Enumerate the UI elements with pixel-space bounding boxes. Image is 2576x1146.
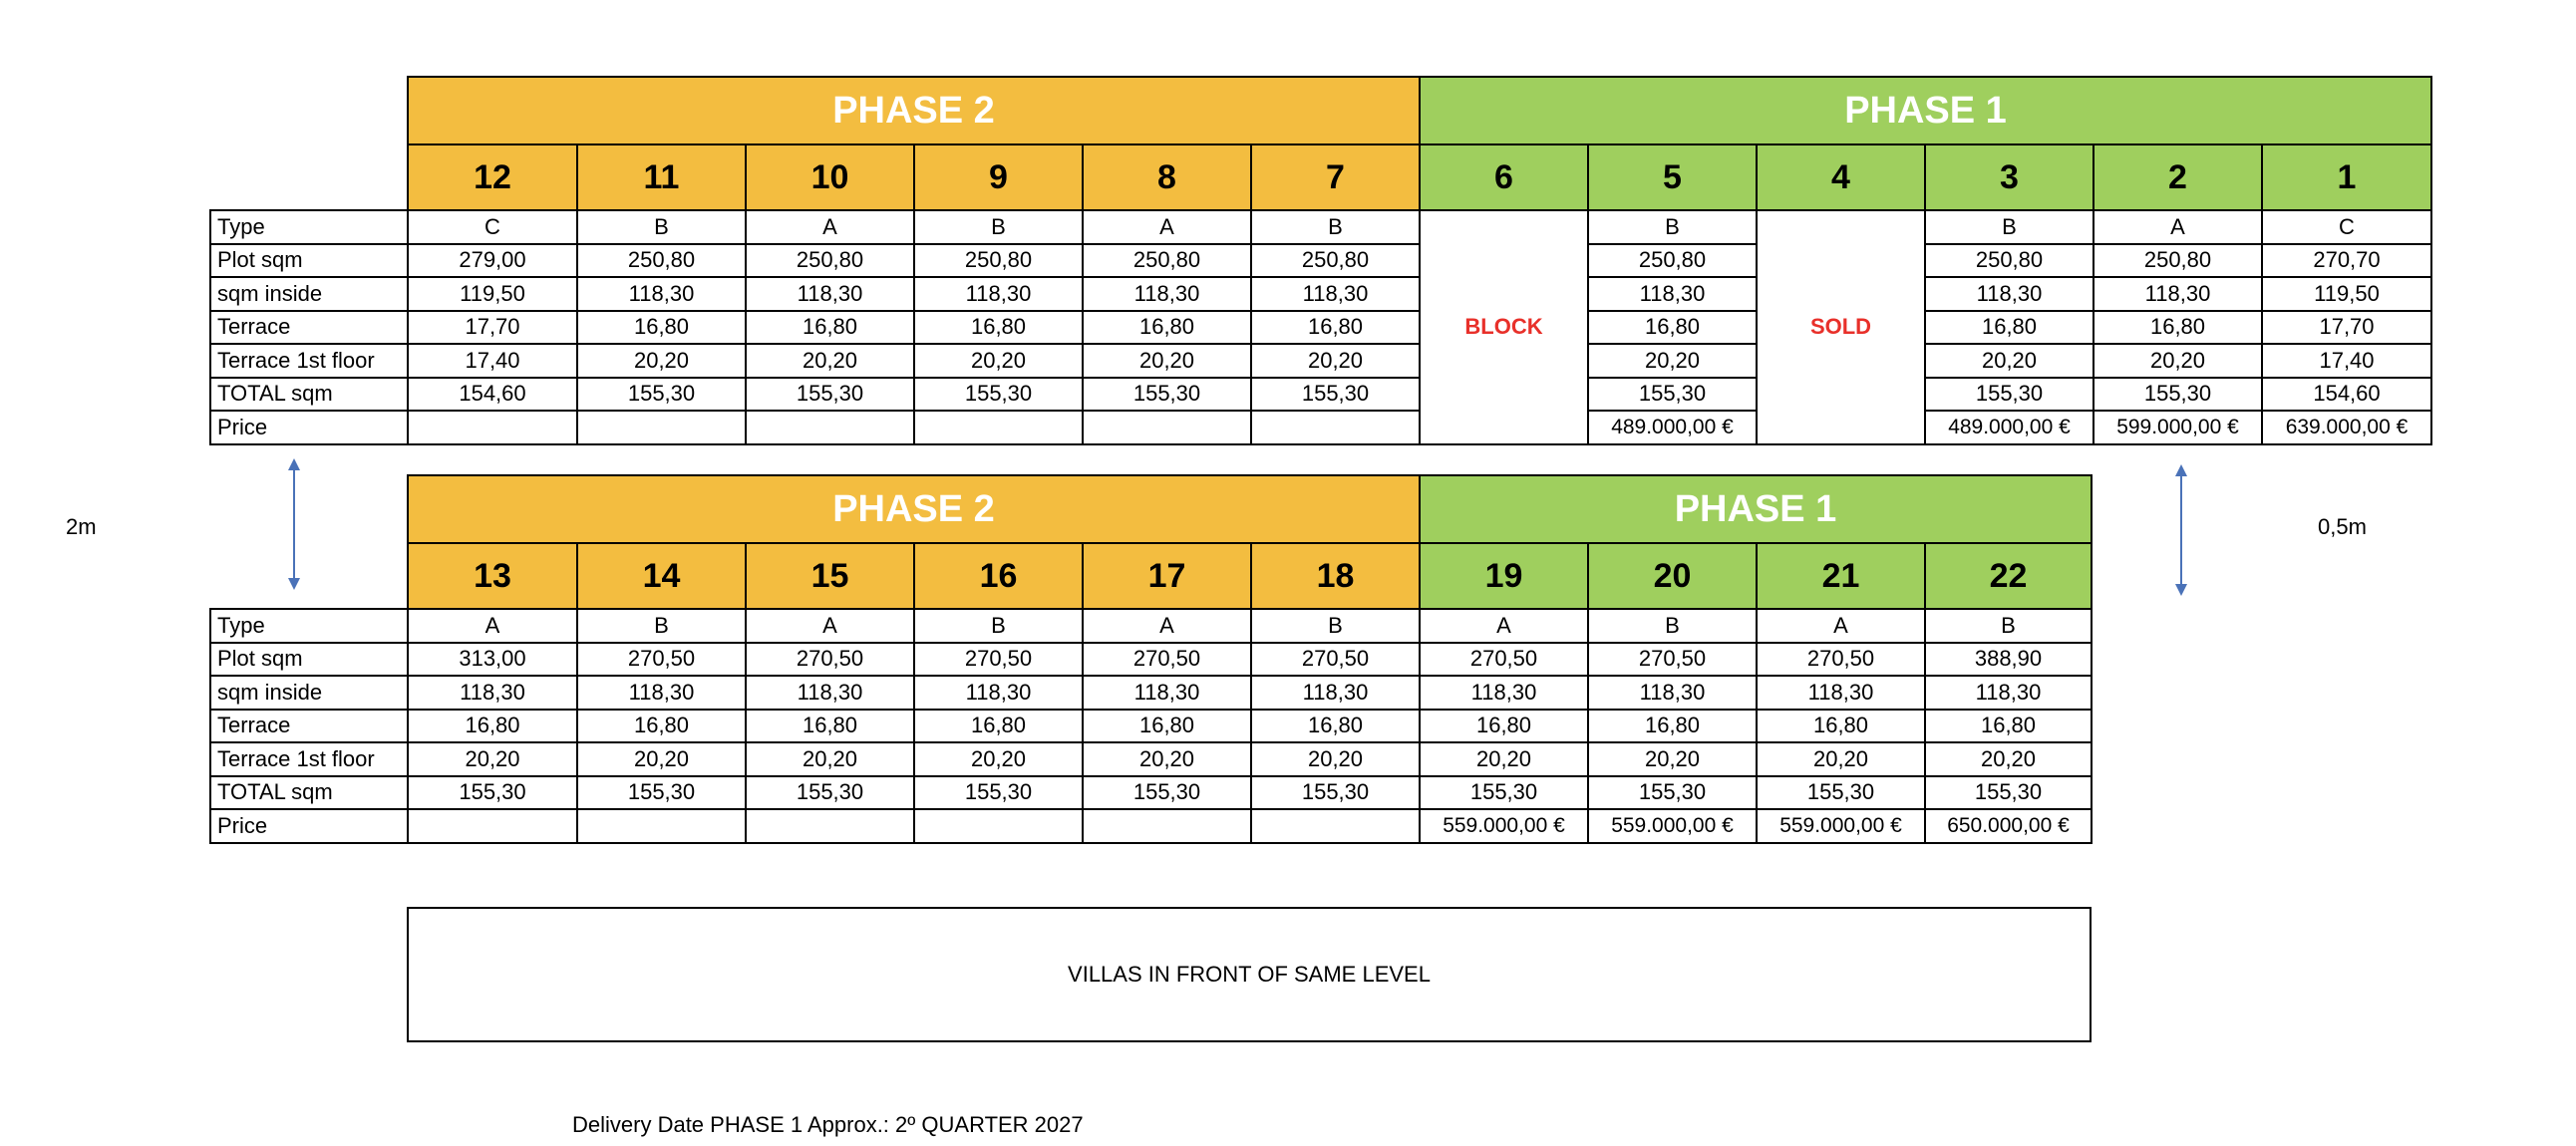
row-label: sqm inside: [210, 676, 408, 710]
unit-number: 18: [1251, 543, 1420, 609]
unit-number: 2: [2093, 144, 2262, 210]
cell-price: 599.000,00 €: [2093, 411, 2262, 444]
row-terrace-1st-floor: [210, 742, 2092, 776]
cell-inside: 118,30: [1251, 676, 1420, 710]
availability-table-bottom: [209, 474, 2093, 844]
cell-terrace-1st: 20,20: [1251, 742, 1420, 776]
cell-terrace-1st: 20,20: [1083, 742, 1251, 776]
cell-plot: 270,50: [1757, 643, 1925, 677]
cell-inside: 118,30: [577, 277, 746, 311]
cell-type: B: [1925, 609, 2092, 643]
cell-total: 155,30: [1925, 378, 2093, 412]
cell-price: [577, 411, 746, 444]
cell-total: 155,30: [2093, 378, 2262, 412]
cell-plot: 279,00: [408, 244, 577, 278]
cell-inside: 118,30: [914, 277, 1083, 311]
cell-total: 155,30: [1588, 378, 1757, 412]
cell-plot: 270,70: [2262, 244, 2431, 278]
cell-total: 154,60: [408, 378, 577, 412]
row-label: Type: [210, 609, 408, 643]
unit-number: 12: [408, 144, 577, 210]
unit-number: 6: [1420, 144, 1588, 210]
row-label: Terrace: [210, 311, 408, 345]
villas-note-box: [407, 907, 2092, 1042]
phase1-header: PHASE 1: [1420, 77, 2431, 144]
cell-total: 155,30: [577, 378, 746, 412]
cell-plot: 250,80: [1251, 244, 1420, 278]
cell-total: 155,30: [914, 776, 1083, 810]
unit-number: 14: [577, 543, 746, 609]
unit-number: 19: [1420, 543, 1588, 609]
row-type: [210, 609, 2092, 643]
cell-price: 559.000,00 €: [1588, 809, 1757, 843]
cell-type: A: [408, 609, 577, 643]
cell-terrace-1st: 20,20: [914, 742, 1083, 776]
cell-terrace-1st: 20,20: [408, 742, 577, 776]
cell-price: [577, 809, 746, 843]
row-label: Terrace 1st floor: [210, 344, 408, 378]
availability-table-top: [209, 76, 2432, 445]
unit-number: 5: [1588, 144, 1757, 210]
cell-terrace-1st: 20,20: [1083, 344, 1251, 378]
cell-total: 155,30: [1251, 776, 1420, 810]
cell-type: B: [1588, 210, 1757, 244]
double-arrow-icon: [2171, 464, 2191, 596]
cell-total: 154,60: [2262, 378, 2431, 412]
cell-price: [914, 809, 1083, 843]
cell-total: 155,30: [1420, 776, 1588, 810]
cell-type: C: [2262, 210, 2431, 244]
unit-number: 11: [577, 144, 746, 210]
corner-cell: [210, 475, 408, 543]
distance-label-right: 0,5m: [2318, 514, 2367, 539]
row-type: [210, 210, 2431, 244]
row-label: Price: [210, 809, 408, 843]
cell-type: A: [1083, 210, 1251, 244]
row-terrace: [210, 311, 2431, 345]
cell-inside: 118,30: [1083, 676, 1251, 710]
row-label: TOTAL sqm: [210, 378, 408, 412]
cell-total: 155,30: [1251, 378, 1420, 412]
cell-type: C: [408, 210, 577, 244]
corner-cell: [210, 543, 408, 609]
cell-total: 155,30: [914, 378, 1083, 412]
cell-inside: 118,30: [1083, 277, 1251, 311]
cell-inside: 118,30: [1925, 277, 2093, 311]
cell-price: 639.000,00 €: [2262, 411, 2431, 444]
cell-price: 489.000,00 €: [1925, 411, 2093, 444]
cell-plot: 270,50: [1588, 643, 1757, 677]
cell-plot: 388,90: [1925, 643, 2092, 677]
cell-total: 155,30: [1588, 776, 1757, 810]
phase2-header: PHASE 2: [408, 475, 1420, 543]
unit-number: 8: [1083, 144, 1251, 210]
cell-type: A: [1757, 609, 1925, 643]
cell-total: 155,30: [577, 776, 746, 810]
cell-plot: 313,00: [408, 643, 577, 677]
cell-terrace-1st: 17,40: [408, 344, 577, 378]
cell-terrace: 16,80: [1083, 710, 1251, 743]
row-price: [210, 809, 2092, 843]
cell-type: B: [1251, 609, 1420, 643]
cell-terrace: 16,80: [1588, 311, 1757, 345]
row-label: Terrace: [210, 710, 408, 743]
cell-total: 155,30: [1083, 776, 1251, 810]
cell-terrace-1st: 20,20: [2093, 344, 2262, 378]
cell-price: [1251, 411, 1420, 444]
cell-terrace: 16,80: [1925, 710, 2092, 743]
villas-note-text: VILLAS IN FRONT OF SAME LEVEL: [1068, 962, 1431, 987]
cell-plot: 270,50: [1083, 643, 1251, 677]
cell-plot: 270,50: [1420, 643, 1588, 677]
cell-plot: 250,80: [914, 244, 1083, 278]
cell-inside: 118,30: [2093, 277, 2262, 311]
cell-terrace: 16,80: [1251, 710, 1420, 743]
unit-number: 20: [1588, 543, 1757, 609]
cell-price: [1083, 809, 1251, 843]
cell-type: B: [1925, 210, 2093, 244]
cell-terrace-1st: 20,20: [1925, 742, 2092, 776]
row-label: Plot sqm: [210, 244, 408, 278]
cell-plot: 270,50: [1251, 643, 1420, 677]
cell-total: 155,30: [1757, 776, 1925, 810]
cell-inside: 118,30: [1588, 277, 1757, 311]
cell-terrace-1st: 20,20: [1588, 742, 1757, 776]
cell-terrace-1st: 20,20: [746, 742, 914, 776]
cell-inside: 118,30: [1588, 676, 1757, 710]
cell-plot: 270,50: [914, 643, 1083, 677]
unit-number: 21: [1757, 543, 1925, 609]
unit-number: 7: [1251, 144, 1420, 210]
cell-price: 650.000,00 €: [1925, 809, 2092, 843]
status-sold: SOLD: [1757, 210, 1925, 444]
cell-total: 155,30: [1925, 776, 2092, 810]
row-plot-sqm: [210, 643, 2092, 677]
cell-terrace: 16,80: [746, 710, 914, 743]
cell-type: B: [1251, 210, 1420, 244]
cell-inside: 118,30: [746, 277, 914, 311]
cell-terrace: 16,80: [1420, 710, 1588, 743]
cell-terrace: 16,80: [2093, 311, 2262, 345]
cell-inside: 118,30: [1420, 676, 1588, 710]
cell-type: A: [1083, 609, 1251, 643]
cell-total: 155,30: [1083, 378, 1251, 412]
cell-terrace: 16,80: [746, 311, 914, 345]
row-price: [210, 411, 2431, 444]
phase2-header: PHASE 2: [408, 77, 1420, 144]
cell-terrace-1st: 20,20: [746, 344, 914, 378]
unit-number: 1: [2262, 144, 2431, 210]
cell-type: B: [577, 210, 746, 244]
cell-inside: 118,30: [1757, 676, 1925, 710]
cell-inside: 118,30: [1251, 277, 1420, 311]
status-block: BLOCK: [1420, 210, 1588, 444]
cell-terrace: 16,80: [1251, 311, 1420, 345]
unit-number: 10: [746, 144, 914, 210]
cell-price: [408, 411, 577, 444]
cell-type: B: [577, 609, 746, 643]
cell-plot: 270,50: [577, 643, 746, 677]
row-total-sqm: [210, 378, 2431, 412]
cell-type: A: [1420, 609, 1588, 643]
cell-terrace: 16,80: [1588, 710, 1757, 743]
row-label: sqm inside: [210, 277, 408, 311]
row-plot-sqm: [210, 244, 2431, 278]
cell-type: A: [2093, 210, 2262, 244]
row-terrace-1st-floor: [210, 344, 2431, 378]
cell-terrace: 16,80: [1757, 710, 1925, 743]
unit-number: 3: [1925, 144, 2093, 210]
cell-terrace-1st: 20,20: [577, 742, 746, 776]
cell-terrace: 16,80: [914, 710, 1083, 743]
cell-terrace: 16,80: [408, 710, 577, 743]
cell-type: A: [746, 609, 914, 643]
phase1-header: PHASE 1: [1420, 475, 2092, 543]
cell-price: [408, 809, 577, 843]
cell-terrace-1st: 20,20: [1251, 344, 1420, 378]
cell-type: A: [746, 210, 914, 244]
cell-plot: 250,80: [1925, 244, 2093, 278]
cell-terrace-1st: 20,20: [1925, 344, 2093, 378]
cell-price: [1251, 809, 1420, 843]
delivery-date-note: Delivery Date PHASE 1 Approx.: 2º QUARTER 2027: [572, 1112, 1084, 1137]
cell-price: 489.000,00 €: [1588, 411, 1757, 444]
unit-number: 9: [914, 144, 1083, 210]
cell-price: [746, 411, 914, 444]
cell-plot: 270,50: [746, 643, 914, 677]
cell-price: [914, 411, 1083, 444]
cell-terrace: 16,80: [577, 311, 746, 345]
cell-inside: 118,30: [577, 676, 746, 710]
cell-terrace: 16,80: [577, 710, 746, 743]
distance-label-left: 2m: [66, 514, 97, 539]
cell-plot: 250,80: [2093, 244, 2262, 278]
cell-terrace: 16,80: [914, 311, 1083, 345]
cell-terrace-1st: 20,20: [1757, 742, 1925, 776]
corner-cell: [210, 77, 408, 144]
cell-price: 559.000,00 €: [1757, 809, 1925, 843]
unit-number: 17: [1083, 543, 1251, 609]
cell-inside: 119,50: [2262, 277, 2431, 311]
cell-terrace: 16,80: [1083, 311, 1251, 345]
cell-terrace-1st: 20,20: [914, 344, 1083, 378]
cell-terrace: 16,80: [1925, 311, 2093, 345]
cell-price: [1083, 411, 1251, 444]
cell-plot: 250,80: [1083, 244, 1251, 278]
unit-number: 13: [408, 543, 577, 609]
unit-number: 22: [1925, 543, 2092, 609]
cell-total: 155,30: [746, 776, 914, 810]
cell-price: 559.000,00 €: [1420, 809, 1588, 843]
row-label: Plot sqm: [210, 643, 408, 677]
cell-total: 155,30: [408, 776, 577, 810]
unit-number: 16: [914, 543, 1083, 609]
cell-terrace-1st: 20,20: [1588, 344, 1757, 378]
row-label: Price: [210, 411, 408, 444]
cell-total: 155,30: [746, 378, 914, 412]
cell-inside: 118,30: [408, 676, 577, 710]
cell-terrace: 17,70: [408, 311, 577, 345]
cell-plot: 250,80: [746, 244, 914, 278]
cell-inside: 118,30: [746, 676, 914, 710]
cell-plot: 250,80: [577, 244, 746, 278]
cell-terrace-1st: 20,20: [1420, 742, 1588, 776]
corner-cell: [210, 144, 408, 210]
cell-inside: 118,30: [1925, 676, 2092, 710]
row-sqm-inside: [210, 277, 2431, 311]
unit-number: 15: [746, 543, 914, 609]
row-sqm-inside: [210, 676, 2092, 710]
row-label: Type: [210, 210, 408, 244]
cell-terrace-1st: 20,20: [577, 344, 746, 378]
cell-plot: 250,80: [1588, 244, 1757, 278]
row-terrace: [210, 710, 2092, 743]
cell-terrace-1st: 17,40: [2262, 344, 2431, 378]
cell-terrace: 17,70: [2262, 311, 2431, 345]
row-total-sqm: [210, 776, 2092, 810]
cell-type: B: [914, 609, 1083, 643]
row-label: TOTAL sqm: [210, 776, 408, 810]
unit-number: 4: [1757, 144, 1925, 210]
cell-inside: 119,50: [408, 277, 577, 311]
row-label: Terrace 1st floor: [210, 742, 408, 776]
cell-type: B: [1588, 609, 1757, 643]
cell-type: B: [914, 210, 1083, 244]
cell-price: [746, 809, 914, 843]
cell-inside: 118,30: [914, 676, 1083, 710]
